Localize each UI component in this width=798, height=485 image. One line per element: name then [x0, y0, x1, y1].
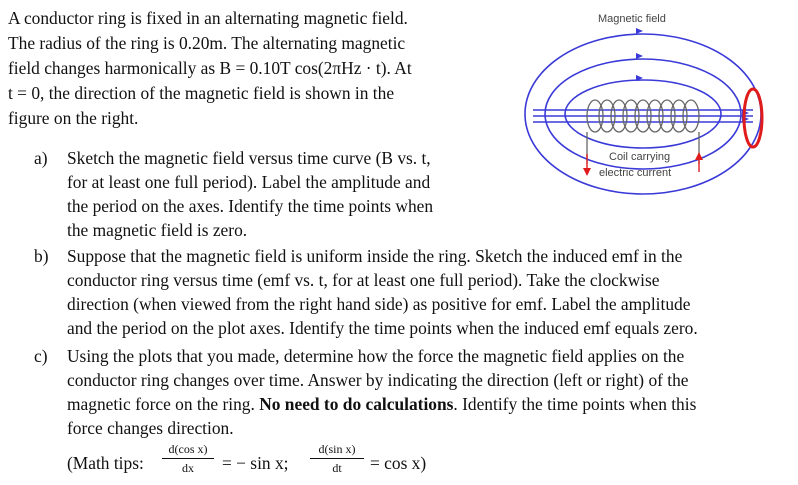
- conductor-ring: [744, 89, 762, 147]
- coil-label-line-1: Coil carrying: [609, 151, 671, 163]
- question-a-line-3: the period on the axes. Identify the time points when: [67, 196, 434, 216]
- magnetic-field-figure: [523, 4, 798, 224]
- question-c-label: c): [34, 346, 48, 366]
- intro-line-3: field changes harmonically as B = 0.10T cos(2πHz · t). At: [8, 58, 412, 78]
- question-b-line-3: direction (when viewed from the right hand side) as positive for emf. Label the amplitude: [67, 294, 691, 314]
- question-a-line-4: the magnetic field is zero.: [67, 220, 248, 240]
- intro-line-5: figure on the right.: [8, 108, 139, 128]
- fraction-1-bar: [162, 458, 214, 459]
- coil-label-line-2: electric current: [599, 167, 672, 179]
- fraction-2-numerator: d(sin x): [318, 442, 356, 456]
- intro-line-4: t = 0, the direction of the magnetic field is shown in the: [8, 83, 395, 103]
- question-c-line-3-start: magnetic force on the ring.: [67, 394, 255, 414]
- question-b-line-1: Suppose that the magnetic field is uniform inside the ring. Sketch the induced emf in the: [67, 246, 683, 266]
- intro-line-1: A conductor ring is fixed in an alternating magnetic field.: [8, 8, 408, 28]
- question-c-line-4: force changes direction.: [67, 418, 234, 438]
- question-c-line-3: [67, 392, 696, 416]
- math-tips-eq-1: = − sin x;: [222, 453, 289, 473]
- fraction-1-denominator: dx: [182, 461, 194, 475]
- fraction-1-numerator: d(cos x): [168, 442, 208, 456]
- figure-title: Magnetic field: [598, 13, 666, 25]
- question-b-line-4: and the period on the plot axes. Identify the time points when the induced emf equals zero.: [67, 318, 698, 338]
- question-c-line-1: Using the plots that you made, determine how the force the magnetic field applies on the: [67, 346, 685, 366]
- intro-line-2: The radius of the ring is 0.20m. The alternating magnetic: [8, 33, 406, 53]
- question-c-line-2: conductor ring changes over time. Answer by indicating the direction (left or right) of the: [67, 370, 689, 390]
- question-b-line-2: conductor ring versus time (emf vs. t, for at least one full period). Take the clockwise: [67, 270, 660, 290]
- question-c-line-3-end: . Identify the time points when this: [453, 394, 697, 414]
- question-a-line-2: for at least one full period). Label the amplitude and: [67, 172, 431, 192]
- question-c-emphasis: No need to do calculations: [259, 394, 454, 414]
- fraction-2-denominator: dt: [332, 461, 342, 475]
- question-b-label: b): [34, 246, 49, 266]
- question-a-label: a): [34, 148, 48, 168]
- fraction-2-bar: [310, 458, 364, 459]
- question-a-line-1: Sketch the magnetic field versus time curve (B vs. t,: [67, 148, 431, 168]
- math-tips-prefix: (Math tips:: [67, 453, 144, 473]
- math-tips-eq-2: = cos x): [370, 453, 427, 473]
